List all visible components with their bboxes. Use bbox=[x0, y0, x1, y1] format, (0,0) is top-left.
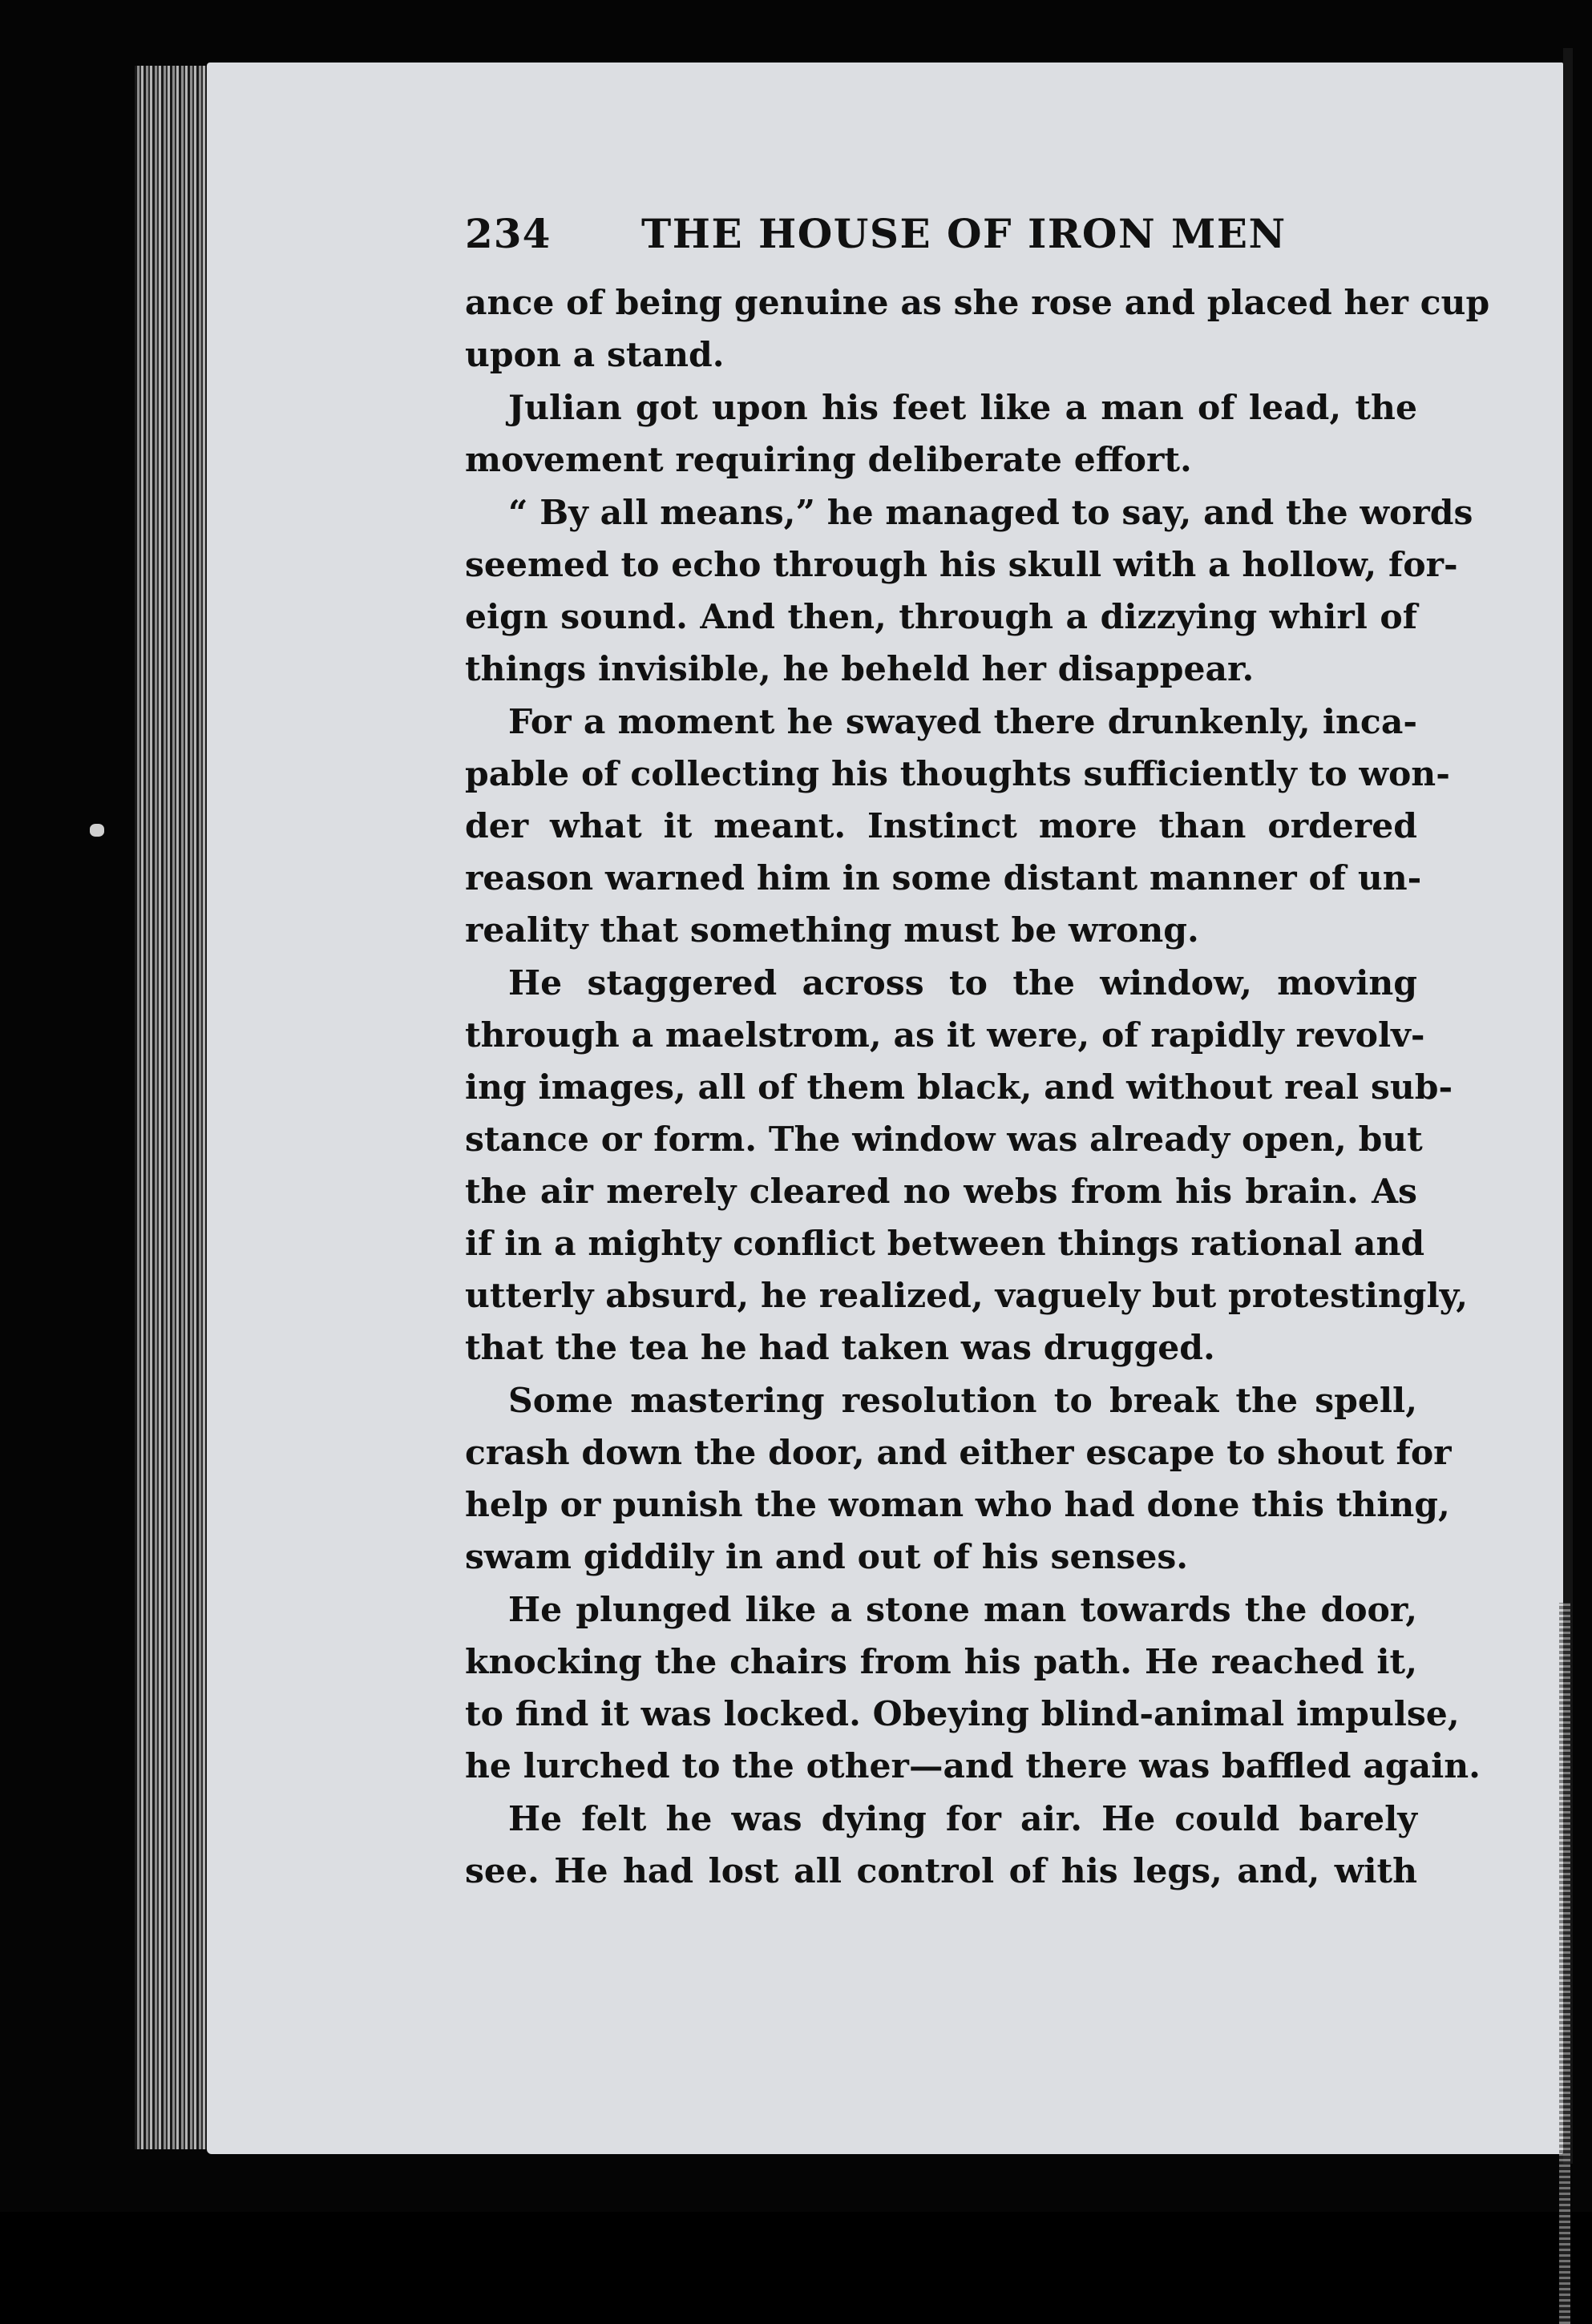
text-line: He felt he was dying for air. He could barely bbox=[508, 1799, 1417, 1839]
text-line: he lurched to the other—and there was baffled again. bbox=[465, 1746, 1481, 1786]
text-line: through a maelstrom, as it were, of rapidly revolv- bbox=[465, 1015, 1425, 1055]
text-line: Some mastering resolution to break the spell, bbox=[508, 1381, 1417, 1421]
text-line: help or punish the woman who had done this thing, bbox=[465, 1485, 1450, 1525]
paragraph bbox=[465, 696, 1450, 957]
text-line: to find it was locked. Obeying blind-animal impulse, bbox=[465, 1694, 1460, 1734]
text-line: ing images, all of them black, and without real sub- bbox=[465, 1067, 1453, 1108]
paragraph bbox=[465, 277, 1490, 381]
text-line: “ By all means,” he managed to say, and the words bbox=[508, 493, 1473, 533]
text-line: upon a stand. bbox=[465, 335, 725, 375]
text-line: things invisible, he beheld her disappear. bbox=[465, 649, 1255, 689]
text-line: crash down the door, and either escape to shout for bbox=[465, 1433, 1452, 1473]
body-text bbox=[465, 277, 1490, 1898]
text-line: that the tea he had taken was drugged. bbox=[465, 1328, 1215, 1368]
text-line: der what it meant. Instinct more than ordered bbox=[465, 806, 1417, 846]
page-number: 234 bbox=[465, 210, 552, 257]
paragraph bbox=[465, 1793, 1417, 1898]
text-block bbox=[465, 210, 1490, 1898]
text-line: He plunged like a stone man towards the door, bbox=[508, 1590, 1417, 1630]
text-line: if in a mighty conflict between things rational and bbox=[465, 1224, 1425, 1264]
right-page-edge-texture bbox=[1559, 1603, 1570, 2324]
paragraph bbox=[465, 487, 1473, 696]
text-line: stance or form. The window was already open, but bbox=[465, 1120, 1423, 1160]
text-line: knocking the chairs from his path. He reached it, bbox=[465, 1642, 1417, 1682]
scan-speck bbox=[90, 824, 104, 837]
running-head bbox=[465, 210, 1417, 274]
page-edges bbox=[135, 66, 215, 2149]
text-line: swam giddily in and out of his senses. bbox=[465, 1537, 1189, 1577]
text-line: eign sound. And then, through a dizzying whirl of bbox=[465, 597, 1417, 637]
text-line: For a moment he swayed there drunkenly, inca- bbox=[508, 702, 1417, 742]
text-line: reality that something must be wrong. bbox=[465, 910, 1199, 950]
text-line: the air merely cleared no webs from his brain. As bbox=[465, 1172, 1417, 1212]
text-line: pable of collecting his thoughts sufficiently to won- bbox=[465, 754, 1450, 794]
text-line: reason warned him in some distant manner of un- bbox=[465, 858, 1422, 898]
running-head-title: THE HOUSE OF IRON MEN bbox=[641, 210, 1287, 257]
paragraph bbox=[465, 382, 1417, 486]
text-line: see. He had lost all control of his legs, and, with bbox=[465, 1851, 1417, 1891]
paragraph bbox=[465, 958, 1469, 1374]
text-line: seemed to echo through his skull with a hollow, for- bbox=[465, 545, 1458, 585]
text-line: movement requiring deliberate effort. bbox=[465, 440, 1192, 480]
text-line: utterly absurd, he realized, vaguely but protestingly, bbox=[465, 1276, 1469, 1316]
paragraph bbox=[465, 1584, 1481, 1793]
text-line: He staggered across to the window, moving bbox=[508, 963, 1417, 1003]
text-line: Julian got upon his feet like a man of lead, the bbox=[508, 388, 1417, 428]
text-line: ance of being genuine as she rose and placed her cup bbox=[465, 283, 1490, 323]
paragraph bbox=[465, 1375, 1452, 1584]
